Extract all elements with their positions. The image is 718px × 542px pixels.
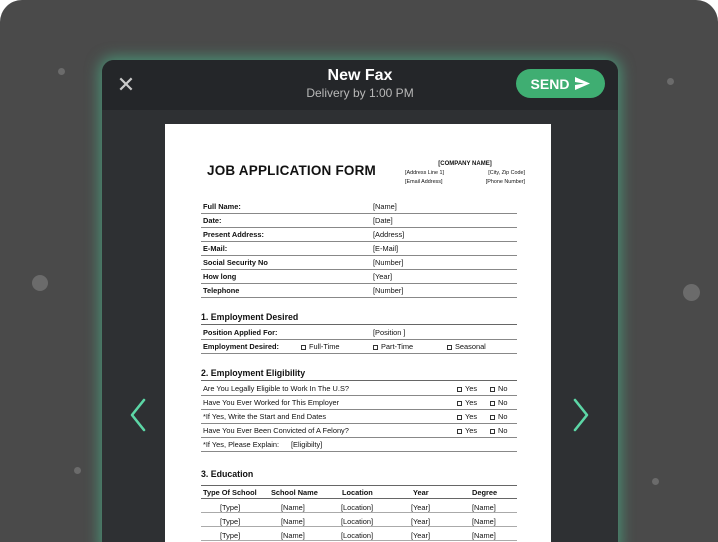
form-row [201, 382, 517, 396]
section-heading: 3. Education [201, 469, 254, 479]
checkbox-icon [301, 345, 306, 350]
fax-document-page [165, 124, 551, 542]
option-seasonal [447, 342, 486, 351]
form-row [201, 270, 517, 284]
form-row [201, 214, 517, 228]
decor-dot [652, 478, 659, 485]
col-header: School Name [271, 488, 318, 497]
form-row [201, 284, 517, 298]
table-cell: [Year] [411, 531, 431, 540]
form-row [201, 438, 517, 452]
document-title: JOB APPLICATION FORM [207, 163, 376, 178]
decor-dot [667, 78, 674, 85]
col-header: Location [342, 488, 373, 497]
company-phone: [Phone Number] [485, 179, 525, 185]
page-title: New Fax [327, 67, 393, 84]
table-cell: [Type] [220, 531, 241, 540]
field-value: [Address] [373, 230, 405, 239]
company-name: [COMPANY NAME] [438, 161, 492, 167]
form-row [201, 410, 517, 424]
option-label: Seasonal [455, 342, 486, 351]
option-label: Full-Time [309, 342, 340, 351]
decor-dot [74, 467, 81, 474]
field-label: Full Name: [203, 202, 241, 211]
col-header: Type Of School [203, 488, 257, 497]
table-cell: [Name] [472, 503, 496, 512]
checkbox-icon [490, 401, 495, 406]
yes-label: Yes [465, 384, 478, 393]
col-header: Year [413, 488, 429, 497]
yes-option [457, 412, 477, 421]
field-label: Date: [203, 216, 222, 225]
no-label: No [498, 412, 508, 421]
form-row [201, 326, 517, 340]
yes-option [457, 398, 477, 407]
field-label: E-Mail: [203, 244, 228, 253]
decor-dot [683, 284, 700, 301]
checkbox-icon [490, 415, 495, 420]
no-option [490, 412, 507, 421]
next-page-icon[interactable] [569, 398, 591, 432]
checkbox-icon [457, 401, 462, 406]
top-bar [102, 60, 618, 110]
company-email: [Email Address] [405, 179, 443, 185]
section-heading: 2. Employment Eligibility [201, 368, 517, 381]
question-text: Have You Ever Worked for This Employer [203, 398, 340, 407]
field-value: [Date] [373, 216, 393, 225]
paper-plane-icon [575, 77, 590, 90]
field-value: [E-Mail] [373, 244, 399, 253]
table-cell: [Name] [472, 531, 496, 540]
yes-label: Yes [465, 412, 478, 421]
no-label: No [498, 398, 508, 407]
company-address: [Address Line 1] [405, 170, 444, 176]
yes-option [457, 384, 477, 393]
company-block [405, 160, 525, 187]
checkbox-icon [490, 387, 495, 392]
form-row [201, 340, 517, 354]
table-cell: [Name] [281, 517, 305, 526]
explain-label: *If Yes, Please Explain: [203, 440, 280, 449]
checkbox-icon [447, 345, 452, 350]
send-button[interactable] [516, 69, 605, 98]
question-text: *If Yes, Write the Start and End Dates [203, 412, 327, 421]
yes-label: Yes [465, 426, 478, 435]
table-cell: [Location] [341, 517, 374, 526]
table-cell: [Location] [341, 503, 374, 512]
table-cell: [Location] [341, 531, 374, 540]
no-label: No [498, 384, 508, 393]
field-label: How long [203, 272, 237, 281]
company-city: [City, Zip Code] [488, 170, 525, 176]
col-header: Degree [472, 488, 498, 497]
field-label: Present Address: [203, 230, 264, 239]
form-row [201, 242, 517, 256]
no-option [490, 426, 507, 435]
checkbox-icon [490, 429, 495, 434]
close-icon[interactable]: ✕ [116, 72, 136, 97]
form-row [201, 228, 517, 242]
table-cell: [Year] [411, 517, 431, 526]
table-cell: [Name] [281, 531, 305, 540]
yes-label: Yes [465, 398, 478, 407]
field-label: Position Applied For: [203, 328, 278, 337]
table-cell: [Year] [411, 503, 431, 512]
no-label: No [498, 426, 508, 435]
field-value: [Number] [373, 286, 404, 295]
field-label: Employment Desired: [203, 342, 279, 351]
no-option [490, 384, 507, 393]
option-part-time [373, 342, 413, 351]
question-text: Have You Ever Been Convicted of A Felony? [203, 426, 349, 435]
checkbox-icon [373, 345, 378, 350]
yes-option [457, 426, 477, 435]
table-cell: [Name] [472, 517, 496, 526]
field-value: [Name] [373, 202, 397, 211]
send-label: SEND [530, 75, 570, 92]
checkbox-icon [457, 415, 462, 420]
field-label: Telephone [203, 286, 240, 295]
table-cell: [Type] [220, 517, 241, 526]
form-row [201, 396, 517, 410]
decor-dot [32, 275, 48, 291]
form-row [201, 200, 517, 214]
field-value: [Number] [373, 258, 404, 267]
question-text: Are You Legally Eligible to Work In The U.S? [203, 384, 349, 393]
section-heading: 1. Employment Desired [201, 312, 517, 325]
table-cell: [Type] [220, 503, 241, 512]
prev-page-icon[interactable] [128, 398, 150, 432]
form-row [201, 424, 517, 438]
decor-dot [58, 68, 65, 75]
form-row [201, 256, 517, 270]
option-label: Part-Time [381, 342, 414, 351]
field-value: [Position ] [373, 328, 406, 337]
no-option [490, 398, 507, 407]
explain-value: [Eligibilty] [291, 440, 323, 449]
checkbox-icon [457, 387, 462, 392]
option-full-time [301, 342, 340, 351]
table-cell: [Name] [281, 503, 305, 512]
delivery-time: Delivery by 1:00 PM [306, 86, 414, 100]
field-value: [Year] [373, 272, 393, 281]
checkbox-icon [457, 429, 462, 434]
field-label: Social Security No [203, 258, 268, 267]
